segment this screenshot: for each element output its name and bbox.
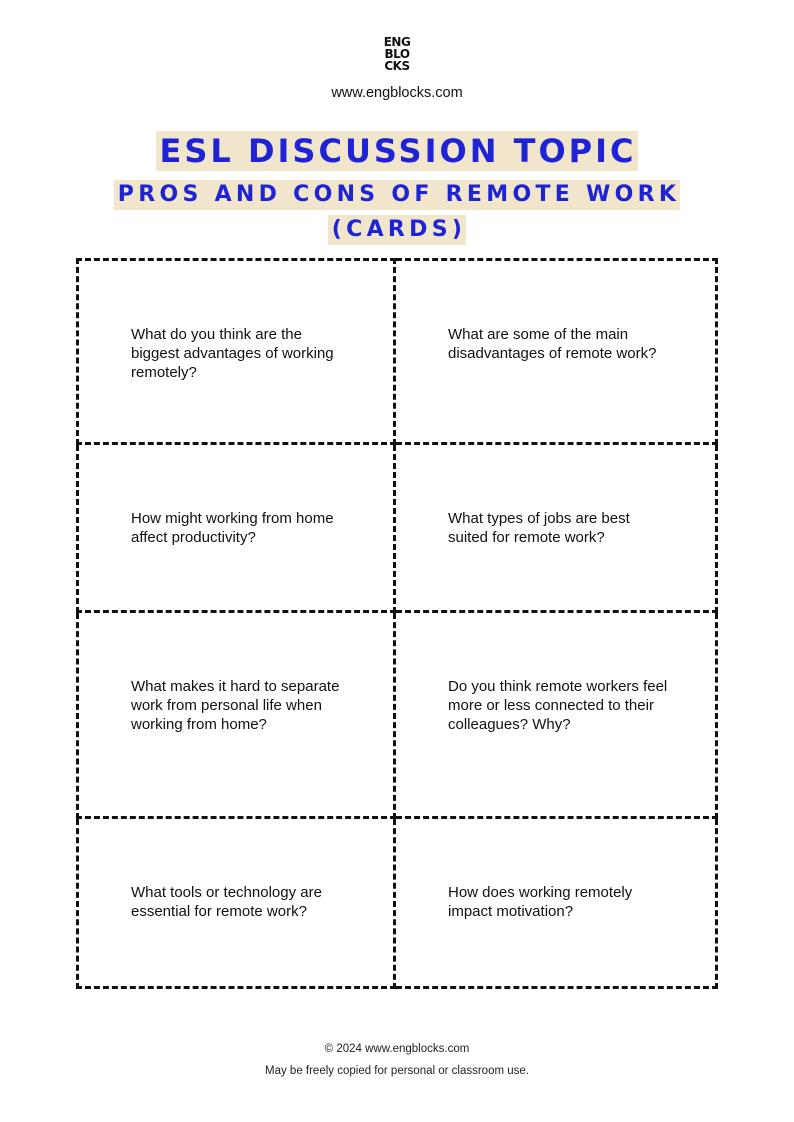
page-title [0,131,794,171]
discussion-card-4 [396,445,718,613]
card-question: What makes it hard to separate work from personal life when working from home? [131,678,340,733]
discussion-card-6 [396,613,718,819]
footer-license: May be freely copied for personal or classroom use. [265,1065,529,1077]
discussion-card-1 [76,258,396,445]
page-title-text: ESL DISCUSSION TOPIC [156,131,639,171]
discussion-card-3 [76,445,396,613]
discussion-card-8 [396,819,718,989]
page-subtitle-line-2 [0,215,794,245]
card-question: What types of jobs are best suited for remote work? [448,510,630,546]
card-question: What are some of the main disadvantages of remote work? [448,326,657,362]
footer-copyright: © 2024 www.engblocks.com [324,1043,470,1055]
card-question: How might working from home affect productivity? [131,510,334,546]
card-question: How does working remotely impact motivation? [448,884,633,920]
card-question: Do you think remote workers feel more or less connected to their colleagues? Why? [448,678,668,733]
card-question: What tools or technology are essential for remote work? [131,884,322,920]
discussion-card-2 [396,258,718,445]
logo-line-2: BLO [384,47,410,61]
card-question: What do you think are the biggest advantages of working remotely? [131,326,334,381]
discussion-cards-grid [76,258,718,989]
logo-line-1: ENG [383,35,411,49]
site-url: www.engblocks.com [331,85,463,101]
page-subtitle-text-2: (CARDS) [328,215,466,245]
discussion-card-5 [76,613,396,819]
page-subtitle-text-1: PROS AND CONS OF REMOTE WORK [114,180,680,210]
logo-line-3: CKS [384,59,410,73]
page-subtitle-line-1 [0,180,794,210]
discussion-card-7 [76,819,396,989]
engblocks-logo [0,36,794,72]
